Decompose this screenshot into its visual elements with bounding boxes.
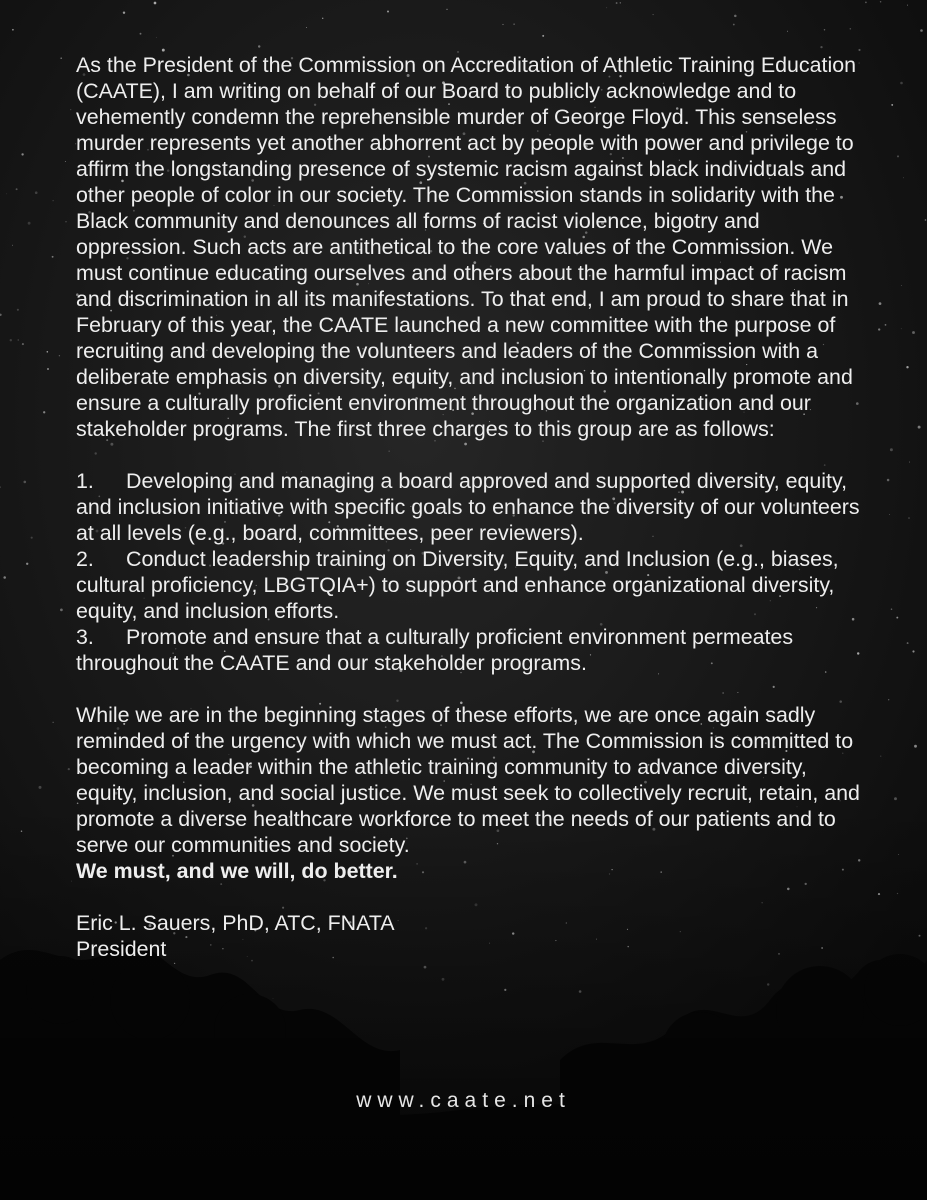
star bbox=[865, 2, 867, 4]
star bbox=[733, 24, 735, 26]
star bbox=[17, 309, 19, 311]
star bbox=[3, 576, 6, 579]
star bbox=[60, 609, 63, 612]
star bbox=[925, 219, 927, 221]
star bbox=[47, 368, 49, 370]
star bbox=[306, 27, 307, 28]
star bbox=[878, 328, 880, 330]
star bbox=[322, 18, 323, 19]
star bbox=[858, 49, 860, 51]
star bbox=[502, 24, 503, 25]
star bbox=[123, 11, 125, 13]
list-item bbox=[76, 624, 866, 676]
closing-bold-statement: We must, and we will, do better. bbox=[76, 859, 398, 883]
star bbox=[60, 57, 62, 59]
star bbox=[156, 37, 157, 38]
star bbox=[446, 9, 447, 10]
list-text: Promote and ensure that a culturally proficient environment permeates throughout the CAATE and our stakeholder programs. bbox=[76, 625, 794, 675]
star bbox=[620, 2, 621, 3]
star bbox=[65, 221, 66, 222]
star bbox=[879, 302, 882, 305]
star bbox=[920, 29, 923, 32]
signature-name: Eric L. Sauers, PhD, ATC, FNATA bbox=[76, 911, 395, 935]
star bbox=[606, 7, 607, 8]
star bbox=[53, 200, 54, 201]
star bbox=[907, 642, 909, 644]
star bbox=[912, 331, 915, 334]
star bbox=[10, 339, 12, 341]
list-number: 3. bbox=[76, 625, 94, 649]
closing-paragraph bbox=[76, 702, 866, 884]
star bbox=[901, 328, 902, 329]
star bbox=[885, 324, 887, 326]
star bbox=[891, 104, 893, 106]
star bbox=[31, 537, 33, 539]
star bbox=[70, 109, 71, 110]
star bbox=[850, 28, 852, 30]
star bbox=[887, 479, 890, 482]
star bbox=[154, 2, 157, 5]
star bbox=[897, 155, 899, 157]
star bbox=[903, 177, 904, 178]
list-item bbox=[76, 468, 866, 546]
star bbox=[890, 448, 893, 451]
star bbox=[891, 608, 893, 610]
star bbox=[24, 481, 27, 484]
list-item bbox=[76, 546, 866, 624]
star bbox=[616, 2, 618, 4]
star bbox=[787, 31, 788, 32]
star bbox=[820, 46, 822, 48]
letter-body bbox=[76, 52, 866, 962]
star bbox=[909, 462, 910, 463]
star bbox=[35, 191, 38, 194]
star bbox=[22, 343, 24, 345]
star bbox=[912, 650, 914, 652]
star bbox=[65, 161, 66, 162]
star bbox=[28, 222, 31, 225]
star bbox=[6, 193, 7, 194]
charges-list bbox=[76, 468, 866, 676]
star bbox=[39, 786, 42, 789]
star bbox=[53, 722, 54, 723]
star bbox=[880, 756, 881, 757]
star bbox=[26, 563, 28, 565]
star bbox=[901, 285, 902, 286]
star bbox=[12, 29, 14, 31]
star bbox=[16, 188, 18, 190]
star bbox=[59, 355, 60, 356]
star bbox=[824, 29, 825, 30]
star bbox=[908, 517, 910, 519]
star bbox=[734, 15, 737, 18]
star bbox=[906, 366, 908, 368]
star bbox=[894, 797, 897, 800]
star bbox=[140, 33, 142, 35]
star bbox=[387, 10, 389, 12]
signature-title: President bbox=[76, 937, 167, 961]
star bbox=[18, 339, 19, 340]
closing-text: While we are in the beginning stages of these efforts, we are once again sadly reminded of the urgency with which we must act. The Commission is committed to becoming a leader within the athletic training community to advance diversity, equity, inclusion, and social justice. We must seek to collectively recruit, retain, and promote a diverse healthcare workforce to meet the needs of our patients and to serve our communities and society. bbox=[76, 703, 860, 857]
star bbox=[896, 617, 898, 619]
star bbox=[12, 245, 13, 246]
star bbox=[907, 5, 908, 6]
list-text: Conduct leadership training on Diversity, Equity, and Inclusion (e.g., biases, cultural proficiency, LBGTQIA+) to support and enhance organizational diversity, equity, and inclusion efforts. bbox=[76, 547, 839, 623]
star bbox=[43, 411, 45, 413]
star bbox=[918, 426, 921, 429]
star bbox=[880, 1, 882, 3]
intro-paragraph: As the President of the Commission on Accreditation of Athletic Training Education (CAATE), I am writing on behalf of our Board to publicly acknowledge and to vehemently condemn the reprehensible murder of George Floyd. This senseless murder represents yet another abhorrent act by people with power and privilege to affirm the longstanding presence of systemic racism against black individuals and other people of color in our society. The Commission stands in solidarity with the Black community and denounces all forms of racist violence, bigotry and oppression. Such acts are antithetical to the core values of the Commission. We must continue educating ourselves and others about the harmful impact of racism and discrimination in all its manifestations. To that end, I am proud to share that in February of this year, the CAATE launched a new committee with the purpose of recruiting and developing the volunteers and leaders of the Commission with a deliberate emphasis on diversity, equity, and inclusion to intentionally promote and ensure a culturally proficient environment throughout the organization and our stakeholder programs. The first three charges to this group are as follows: bbox=[76, 53, 856, 441]
star bbox=[900, 82, 903, 85]
star bbox=[542, 35, 544, 37]
star bbox=[914, 745, 917, 748]
list-number: 2. bbox=[76, 547, 94, 571]
star bbox=[513, 23, 515, 25]
list-number: 1. bbox=[76, 469, 94, 493]
star bbox=[258, 45, 260, 47]
star bbox=[47, 351, 49, 353]
star bbox=[653, 14, 654, 15]
star bbox=[888, 699, 889, 700]
star bbox=[889, 514, 890, 515]
list-text: Developing and managing a board approved and supported diversity, equity, and inclusion initiative with specific goals to enhance the diversity of our volunteers at all levels (e.g., board, committees, peer reviewers). bbox=[76, 469, 860, 545]
website-url: www.caate.net bbox=[356, 1089, 571, 1112]
star bbox=[52, 256, 54, 258]
star bbox=[21, 153, 23, 155]
star bbox=[68, 768, 70, 770]
